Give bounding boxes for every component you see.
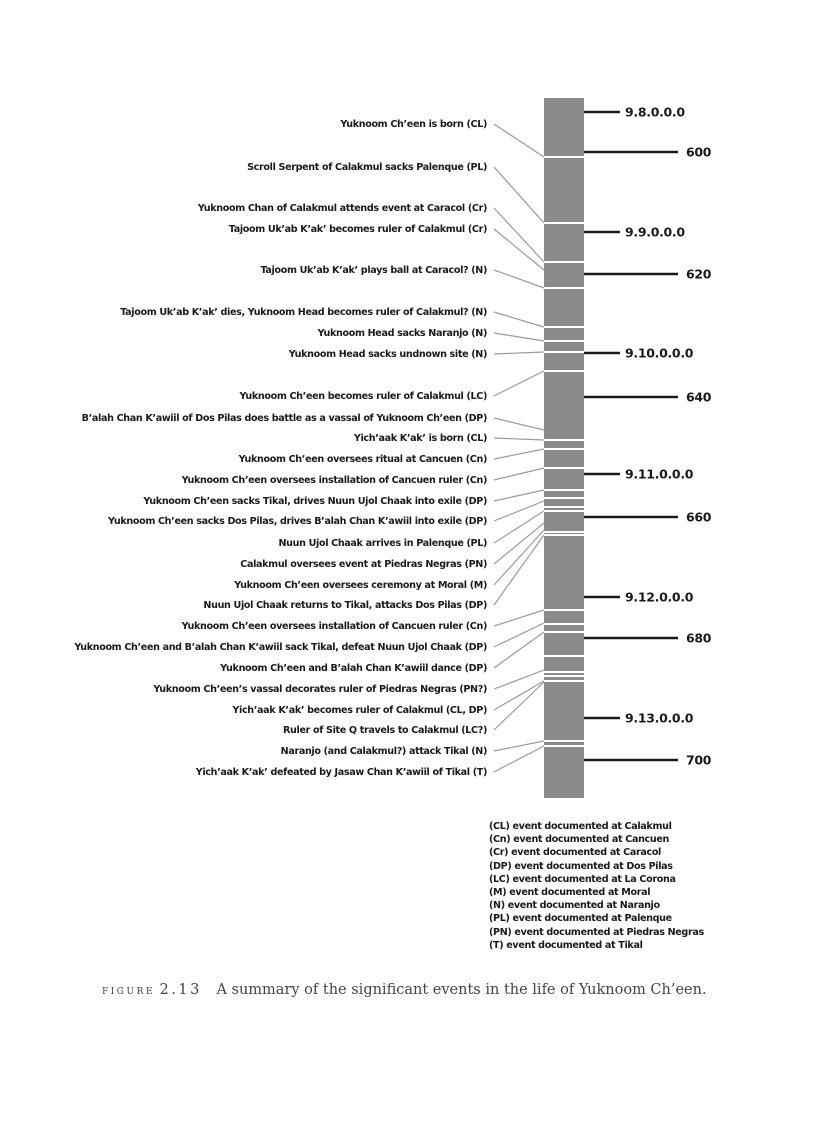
legend-item: (PN) event documented at Piedras Negras: [489, 926, 704, 938]
year-label: 660: [686, 509, 712, 525]
bar-gap: [544, 261, 584, 263]
year-label: 700: [686, 752, 712, 768]
event-label: Tajoom Uk’ab K’ak’ becomes ruler of Calakmul (Cr): [228, 224, 487, 235]
event-leader-line: [494, 371, 544, 396]
bar-gap: [544, 448, 584, 450]
legend-item: (M) event documented at Moral: [489, 887, 651, 899]
legend-item: (PL) event documented at Palenque: [489, 913, 672, 925]
event-leader-line: [494, 501, 544, 521]
event-leader-line: [494, 610, 544, 626]
figure-label: figure: [102, 983, 155, 998]
event-label: Nuun Ujol Chaak returns to Tikal, attacks Dos Pilas (DP): [203, 600, 487, 611]
bar-gap: [544, 467, 584, 469]
event-label: Calakmul oversees event at Piedras Negras (PN): [240, 559, 487, 570]
event-leader-line: [494, 270, 544, 288]
event-label: Yich’aak K’ak’ defeated by Jasaw Chan K’awiil of Tikal (T): [195, 767, 487, 778]
bar-gap: [544, 609, 584, 611]
figure-number: 2.13: [159, 982, 202, 998]
event-leader-line: [494, 449, 544, 459]
event-label: Yuknoom Ch’een oversees installation of Cancuen ruler (Cn): [181, 475, 487, 486]
event-leader-line: [494, 632, 544, 668]
year-label: 600: [686, 144, 712, 160]
event-leader-line: [494, 670, 544, 689]
event-leader-line: [494, 312, 544, 327]
year-label: 640: [686, 389, 712, 405]
long-count-label: 9.9.0.0.0: [625, 224, 685, 240]
long-count-label: 9.12.0.0.0: [625, 589, 694, 605]
event-label: Yuknoom Ch’een becomes ruler of Calakmul (LC): [239, 391, 487, 402]
event-label: Yuknoom Ch’een and B’alah Chan K’awiil sack Tikal, defeat Nuun Ujol Chaak (DP): [74, 642, 487, 653]
bar-gap: [544, 531, 584, 533]
legend-item: (T) event documented at Tikal: [489, 939, 643, 951]
bar-gap: [544, 680, 584, 682]
event-leader-line: [494, 352, 544, 354]
event-layer: [73, 119, 584, 778]
event-label: Yich’aak K’ak’ is born (CL): [353, 433, 487, 444]
event-label: Yuknoom Ch’een oversees ritual at Cancuen (Cn): [238, 454, 487, 465]
event-label: Yuknoom Chan of Calakmul attends event at Caracol (Cr): [197, 203, 487, 214]
event-leader-line: [494, 333, 544, 341]
bar-gap: [544, 745, 584, 747]
event-leader-line: [494, 167, 544, 223]
year-label: 680: [686, 630, 712, 646]
event-label: Yuknoom Ch’een oversees ceremony at Moral (M): [234, 580, 487, 591]
event-label: Yuknoom Head sacks undnown site (N): [288, 349, 487, 360]
bar-gap: [544, 623, 584, 625]
event-leader-line: [494, 418, 544, 430]
event-label: Yuknoom Ch’een and B’alah Chan K’awiil dance (DP): [220, 663, 487, 674]
figure-caption: [102, 982, 707, 998]
event-label: Yuknoom Ch’een is born (CL): [340, 119, 487, 130]
event-label: Yuknoom Ch’een sacks Dos Pilas, drives B’alah Chan K’awiil into exile (DP): [107, 516, 487, 527]
bar-gap: [544, 222, 584, 224]
event-label: Nuun Ujol Chaak arrives in Palenque (PL): [278, 538, 487, 549]
event-label: Tajoom Uk’ab K’ak’ plays ball at Caracol? (N): [260, 265, 487, 276]
event-leader-line: [494, 623, 544, 647]
event-label: Yuknoom Head sacks Naranjo (N): [317, 328, 487, 339]
event-label: Tajoom Uk’ab K’ak’ dies, Yuknoom Head becomes ruler of Calakmul? (N): [120, 307, 487, 318]
event-label: Yuknoom Ch’een’s vassal decorates ruler of Piedras Negras (PN?): [153, 684, 487, 695]
bar-gap: [544, 671, 584, 673]
event-label: Yuknoom Ch’een sacks Tikal, drives Nuun Ujol Chaak into exile (DP): [143, 496, 487, 507]
event-label: Yich’aak K’ak’ becomes ruler of Calakmul (CL, DP): [232, 705, 487, 716]
long-count-label: 9.11.0.0.0: [625, 466, 694, 482]
event-label: Naranjo (and Calakmul?) attack Tikal (N): [280, 746, 487, 757]
long-count-label: 9.10.0.0.0: [625, 345, 694, 361]
event-leader-line: [494, 438, 544, 440]
bar-gap: [544, 351, 584, 353]
bar-gap: [544, 340, 584, 342]
year-label: 620: [686, 266, 712, 282]
site-legend: [489, 820, 704, 952]
bar-gap: [544, 497, 584, 499]
bar-gap: [544, 510, 584, 512]
event-label: Yuknoom Ch’een oversees installation of Cancuen ruler (Cn): [181, 621, 487, 632]
bar-gap: [544, 370, 584, 372]
caption-text: A summary of the significant events in the life of Yuknoom Ch’een.: [216, 982, 707, 998]
event-leader-line: [494, 124, 544, 157]
legend-item: (DP) event documented at Dos Pilas: [489, 860, 673, 872]
bar-gap: [544, 489, 584, 491]
event-label: B’alah Chan K’awiil of Dos Pilas does battle as a vassal of Yuknoom Ch’een (DP): [81, 413, 487, 424]
event-label: Ruler of Site Q travels to Calakmul (LC?): [283, 725, 487, 736]
long-count-label: 9.8.0.0.0: [625, 104, 685, 120]
bar-gap: [544, 156, 584, 158]
bar-gap: [544, 326, 584, 328]
bar-gap: [544, 675, 584, 677]
event-label: Scroll Serpent of Calakmul sacks Palenque (PL): [247, 162, 487, 173]
legend-item: (LC) event documented at La Corona: [489, 873, 676, 885]
event-leader-line: [494, 490, 544, 501]
legend-item: (N) event documented at Naranjo: [489, 900, 660, 912]
bar-gap: [544, 439, 584, 441]
event-leader-line: [494, 535, 544, 605]
bar-gap: [544, 287, 584, 289]
legend-item: (Cr) event documented at Caracol: [489, 847, 661, 859]
bar-gap: [544, 655, 584, 657]
bar-gap: [544, 534, 584, 536]
long-count-label: 9.13.0.0.0: [625, 710, 694, 726]
bar-gap: [544, 631, 584, 633]
bar-gap: [544, 506, 584, 508]
legend-item: (Cn) event documented at Cancuen: [489, 834, 670, 846]
legend-item: (CL) event documented at Calakmul: [489, 821, 672, 832]
bar-gap: [544, 740, 584, 742]
date-layer: [584, 105, 712, 768]
event-leader-line: [494, 468, 544, 480]
